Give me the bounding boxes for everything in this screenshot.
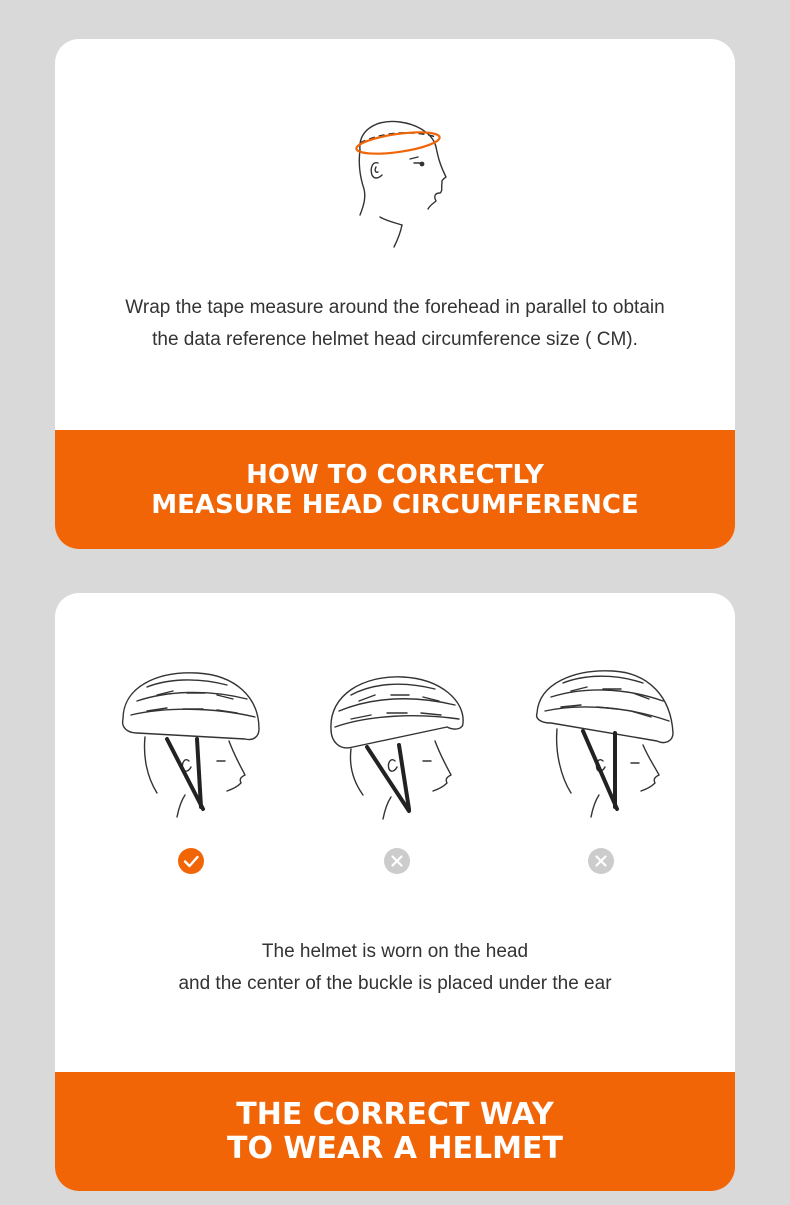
checkmark-icon [178, 848, 204, 874]
measure-description [55, 292, 735, 356]
x-icon [384, 848, 410, 874]
head-measure-illustration [350, 117, 450, 252]
wear-card [55, 593, 735, 1191]
wear-description-line2: and the center of the buckle is placed under the ear [178, 973, 612, 994]
helmet-too-forward-illustration [531, 667, 681, 827]
measure-card [55, 39, 735, 549]
helmet-correct-illustration [117, 667, 267, 827]
wear-banner-line1: THE CORRECT WAY [236, 1096, 554, 1132]
wear-banner [55, 1072, 735, 1191]
helmet-too-back-illustration [323, 667, 473, 827]
x-icon [588, 848, 614, 874]
wear-description-line1: The helmet is worn on the head [261, 941, 529, 962]
wear-description [55, 936, 735, 1000]
measure-banner-line1: HOW TO CORRECTLY [246, 459, 544, 490]
measure-description-line2: the data reference helmet head circumference size ( CM). [152, 329, 638, 350]
measure-description-line1: Wrap the tape measure around the forehead in parallel to obtain [125, 297, 665, 318]
measure-banner [55, 430, 735, 549]
measure-banner-line2: MEASURE HEAD CIRCUMFERENCE [151, 489, 639, 520]
wear-banner-line2: TO WEAR A HELMET [227, 1130, 563, 1166]
